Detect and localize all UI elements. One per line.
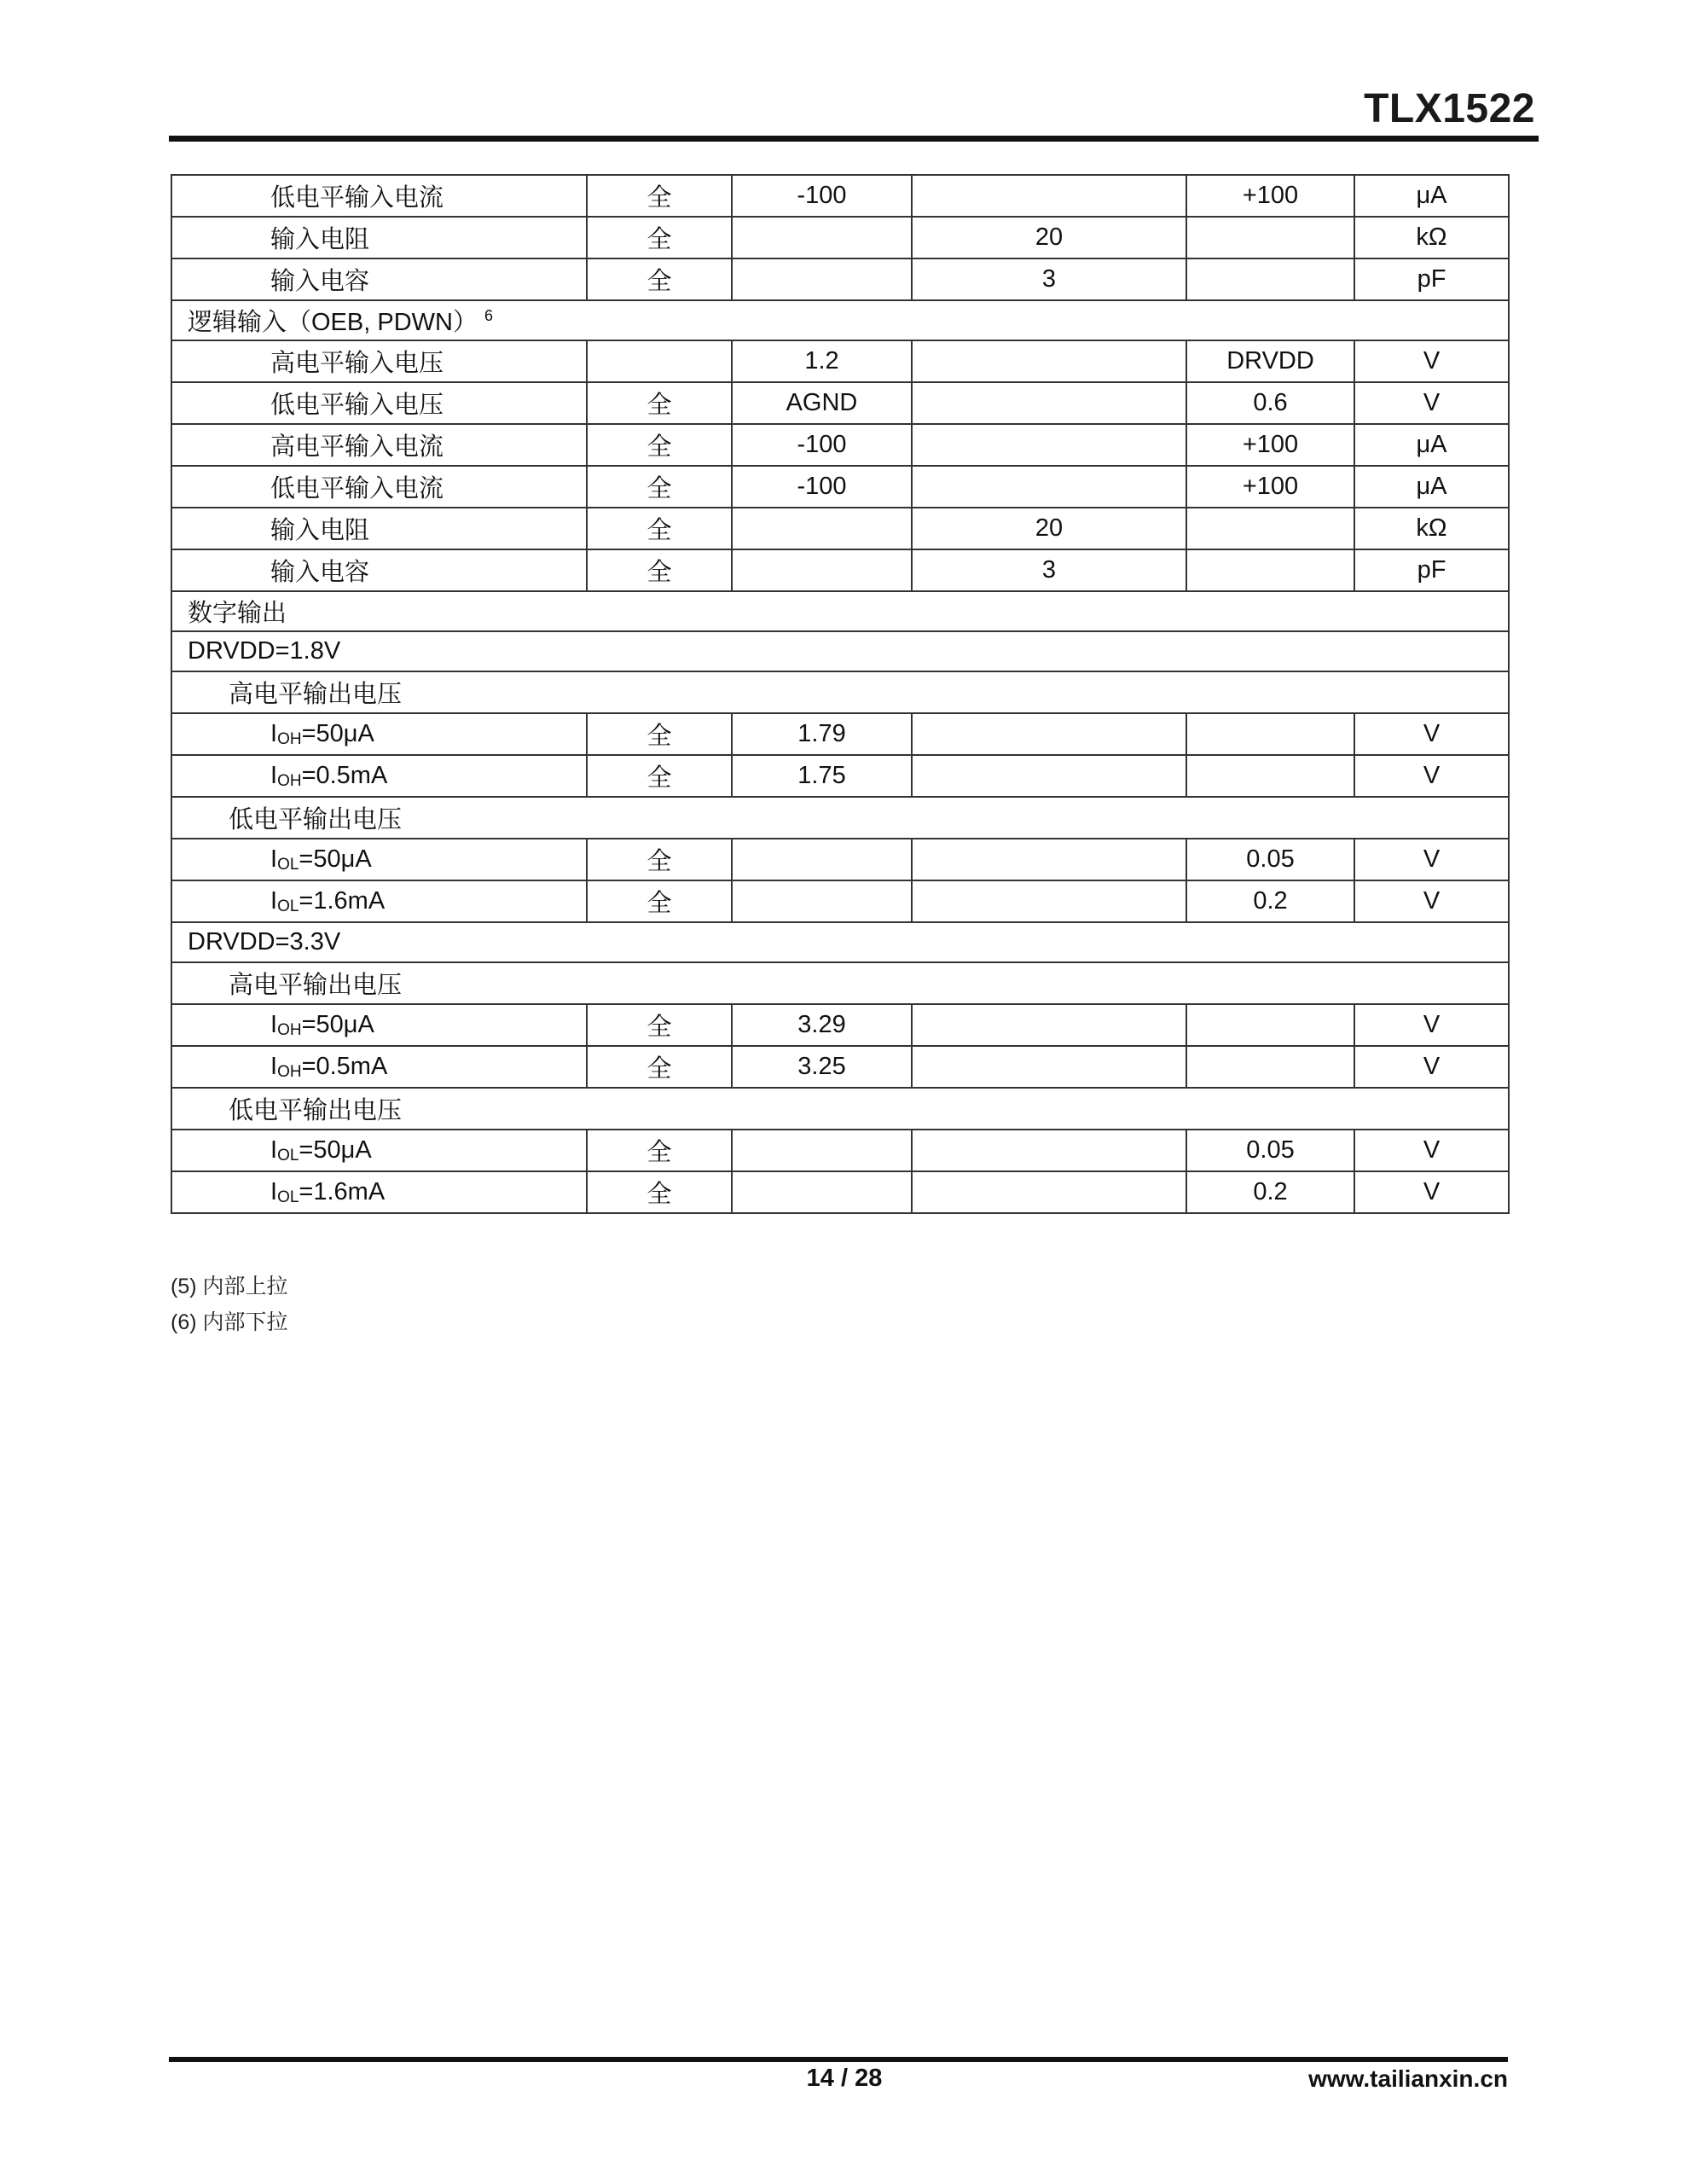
table-section-row — [171, 300, 1509, 340]
spec-table-body — [171, 175, 1509, 1213]
param-name: I — [270, 1177, 278, 1205]
min-cell — [732, 217, 912, 258]
table-row — [171, 340, 1509, 382]
table-row — [171, 713, 1509, 755]
min-cell: 1.79 — [732, 713, 912, 755]
typ-cell — [912, 175, 1186, 217]
footer-divider — [169, 2057, 1508, 2062]
min-cell — [732, 880, 912, 922]
min-cell: 3.25 — [732, 1046, 912, 1088]
param-subscript: OL — [277, 855, 299, 874]
section-label-text: DRVDD=1.8V — [188, 637, 341, 665]
param-cell — [171, 217, 587, 258]
typ-cell — [912, 839, 1186, 880]
param-cell — [171, 713, 587, 755]
table-row — [171, 755, 1509, 797]
param-cell — [171, 880, 587, 922]
param-cell — [171, 424, 587, 466]
unit-cell: V — [1354, 382, 1509, 424]
subsection-label — [171, 1088, 1509, 1130]
param-subscript: OL — [277, 1146, 299, 1165]
max-cell: 0.05 — [1186, 839, 1354, 880]
unit-cell: V — [1354, 340, 1509, 382]
unit-cell: pF — [1354, 549, 1509, 591]
section-label — [171, 631, 1509, 671]
unit-cell: μA — [1354, 175, 1509, 217]
unit-cell: V — [1354, 1046, 1509, 1088]
min-cell: AGND — [732, 382, 912, 424]
param-subscript: OH — [277, 1062, 302, 1081]
param-subscript: OL — [277, 1188, 299, 1206]
max-cell: +100 — [1186, 175, 1354, 217]
temp-cell: 全 — [587, 1004, 732, 1046]
unit-cell: V — [1354, 880, 1509, 922]
max-cell — [1186, 258, 1354, 300]
max-cell — [1186, 549, 1354, 591]
table-row — [171, 1130, 1509, 1171]
table-row — [171, 258, 1509, 300]
param-condition: =50μA — [301, 1010, 374, 1038]
temp-cell: 全 — [587, 508, 732, 549]
param-cell — [171, 1004, 587, 1046]
param-cell — [171, 508, 587, 549]
param-condition: =50μA — [299, 845, 372, 873]
unit-cell: V — [1354, 1130, 1509, 1171]
max-cell: 0.6 — [1186, 382, 1354, 424]
footnote-6: (6) 内部下拉 — [171, 1310, 288, 1334]
section-label — [171, 922, 1509, 962]
param-condition: =0.5mA — [301, 761, 388, 789]
table-row — [171, 466, 1509, 508]
subsection-label — [171, 962, 1509, 1004]
table-row — [171, 1046, 1509, 1088]
max-cell — [1186, 1004, 1354, 1046]
temp-cell: 全 — [587, 755, 732, 797]
table-section-row — [171, 631, 1509, 671]
min-cell: 1.75 — [732, 755, 912, 797]
typ-cell — [912, 1130, 1186, 1171]
subsection-label — [171, 671, 1509, 713]
min-cell: -100 — [732, 466, 912, 508]
temp-cell: 全 — [587, 217, 732, 258]
min-cell — [732, 549, 912, 591]
section-label-text: 低电平输出电压 — [229, 806, 403, 834]
param-cell — [171, 466, 587, 508]
min-cell: 3.29 — [732, 1004, 912, 1046]
max-cell: +100 — [1186, 424, 1354, 466]
section-label — [171, 591, 1509, 631]
param-name: 输入电阻 — [270, 226, 370, 253]
section-label-text: DRVDD=3.3V — [188, 928, 341, 956]
param-condition: =0.5mA — [301, 1052, 388, 1080]
section-label-text: 逻辑输入（OEB, PDWN） — [188, 309, 478, 336]
table-row — [171, 549, 1509, 591]
param-subscript: OH — [277, 771, 302, 790]
max-cell: +100 — [1186, 466, 1354, 508]
footnote-5: (5) 内部上拉 — [171, 1275, 288, 1298]
param-condition: =50μA — [299, 1136, 372, 1164]
max-cell — [1186, 713, 1354, 755]
min-cell — [732, 839, 912, 880]
min-cell: 1.2 — [732, 340, 912, 382]
param-cell — [171, 755, 587, 797]
table-row — [171, 508, 1509, 549]
typ-cell — [912, 755, 1186, 797]
param-name: 低电平输入电流 — [270, 184, 444, 212]
table-section-row — [171, 922, 1509, 962]
param-name: 输入电阻 — [270, 517, 370, 544]
typ-cell — [912, 424, 1186, 466]
param-name: I — [270, 886, 278, 915]
typ-cell — [912, 713, 1186, 755]
typ-cell — [912, 1171, 1186, 1213]
table-row — [171, 424, 1509, 466]
subsection-label — [171, 797, 1509, 839]
unit-cell: kΩ — [1354, 508, 1509, 549]
param-name: I — [270, 845, 278, 873]
param-name: 输入电容 — [270, 268, 370, 295]
temp-cell: 全 — [587, 258, 732, 300]
unit-cell: V — [1354, 713, 1509, 755]
typ-cell: 20 — [912, 508, 1186, 549]
param-cell — [171, 1171, 587, 1213]
typ-cell — [912, 382, 1186, 424]
table-subsection-row — [171, 671, 1509, 713]
param-name: I — [270, 1010, 278, 1038]
param-subscript: OL — [277, 897, 299, 915]
table-section-row — [171, 591, 1509, 631]
table-row — [171, 880, 1509, 922]
footnote-ref: 6 — [484, 307, 493, 325]
temp-cell: 全 — [587, 1171, 732, 1213]
param-cell — [171, 175, 587, 217]
section-label-text: 数字输出 — [188, 600, 287, 627]
section-label-text: 低电平输出电压 — [229, 1097, 403, 1124]
table-row — [171, 1171, 1509, 1213]
table-row — [171, 382, 1509, 424]
param-name: 低电平输入电压 — [270, 392, 444, 419]
min-cell — [732, 1171, 912, 1213]
param-cell — [171, 839, 587, 880]
typ-cell: 3 — [912, 549, 1186, 591]
typ-cell — [912, 1004, 1186, 1046]
min-cell — [732, 258, 912, 300]
typ-cell — [912, 340, 1186, 382]
max-cell: 0.2 — [1186, 1171, 1354, 1213]
param-name: I — [270, 1136, 278, 1164]
param-name: 高电平输入电流 — [270, 433, 444, 461]
param-condition: =1.6mA — [299, 886, 386, 915]
unit-cell: V — [1354, 1004, 1509, 1046]
document-title: TLX1522 — [1364, 86, 1535, 131]
unit-cell: V — [1354, 755, 1509, 797]
table-subsection-row — [171, 1088, 1509, 1130]
param-cell — [171, 340, 587, 382]
param-cell — [171, 382, 587, 424]
param-condition: =1.6mA — [299, 1177, 386, 1205]
param-name: 高电平输入电压 — [270, 350, 444, 377]
unit-cell: V — [1354, 839, 1509, 880]
param-cell — [171, 1046, 587, 1088]
temp-cell: 全 — [587, 713, 732, 755]
table-row — [171, 839, 1509, 880]
temp-cell — [587, 340, 732, 382]
table-row — [171, 217, 1509, 258]
temp-cell: 全 — [587, 382, 732, 424]
param-subscript: OH — [277, 1020, 302, 1039]
param-name: I — [270, 1052, 278, 1080]
section-label-text: 高电平输出电压 — [229, 972, 403, 999]
table-row — [171, 1004, 1509, 1046]
table-subsection-row — [171, 962, 1509, 1004]
section-label — [171, 300, 1509, 340]
unit-cell: kΩ — [1354, 217, 1509, 258]
param-name: 输入电容 — [270, 559, 370, 586]
table-row — [171, 175, 1509, 217]
param-cell — [171, 549, 587, 591]
table-subsection-row — [171, 797, 1509, 839]
page-number: 14 / 28 — [806, 2065, 883, 2092]
temp-cell: 全 — [587, 1046, 732, 1088]
min-cell — [732, 1130, 912, 1171]
typ-cell — [912, 880, 1186, 922]
min-cell — [732, 508, 912, 549]
section-label-text: 高电平输出电压 — [229, 681, 403, 708]
param-name: 低电平输入电流 — [270, 475, 444, 502]
max-cell — [1186, 1046, 1354, 1088]
max-cell: 0.05 — [1186, 1130, 1354, 1171]
temp-cell: 全 — [587, 175, 732, 217]
min-cell: -100 — [732, 175, 912, 217]
header-divider — [169, 136, 1539, 142]
temp-cell: 全 — [587, 549, 732, 591]
unit-cell: V — [1354, 1171, 1509, 1213]
temp-cell: 全 — [587, 424, 732, 466]
unit-cell: μA — [1354, 466, 1509, 508]
temp-cell: 全 — [587, 466, 732, 508]
website-link: www.tailianxin.cn — [1308, 2065, 1508, 2092]
param-name: I — [270, 761, 278, 789]
param-cell — [171, 1130, 587, 1171]
param-name: I — [270, 719, 278, 747]
typ-cell: 3 — [912, 258, 1186, 300]
temp-cell: 全 — [587, 839, 732, 880]
temp-cell: 全 — [587, 880, 732, 922]
unit-cell: μA — [1354, 424, 1509, 466]
spec-table — [171, 174, 1510, 1214]
typ-cell — [912, 466, 1186, 508]
param-subscript: OH — [277, 729, 302, 748]
param-condition: =50μA — [301, 719, 374, 747]
max-cell — [1186, 217, 1354, 258]
typ-cell: 20 — [912, 217, 1186, 258]
max-cell: DRVDD — [1186, 340, 1354, 382]
max-cell: 0.2 — [1186, 880, 1354, 922]
temp-cell: 全 — [587, 1130, 732, 1171]
min-cell: -100 — [732, 424, 912, 466]
unit-cell: pF — [1354, 258, 1509, 300]
max-cell — [1186, 508, 1354, 549]
max-cell — [1186, 755, 1354, 797]
typ-cell — [912, 1046, 1186, 1088]
param-cell — [171, 258, 587, 300]
